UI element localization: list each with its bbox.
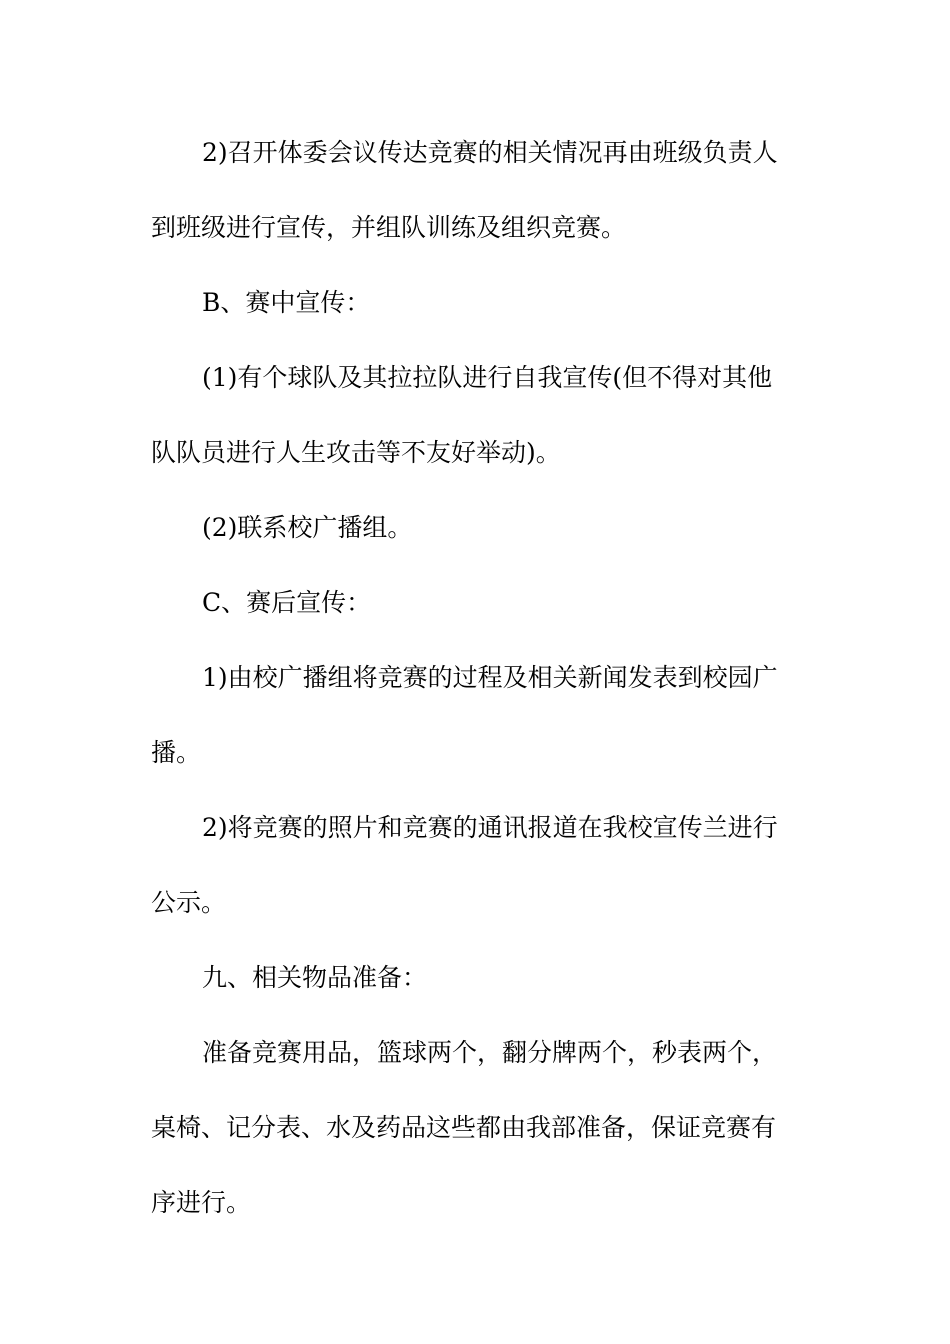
text-line: 序进行。 <box>151 1188 252 1217</box>
text-line: 队队员进行人生攻击等不友好举动)。 <box>151 438 561 467</box>
text-line: 2)召开体委会议传达竞赛的相关情况再由班级负责人 <box>202 138 778 167</box>
text-line: 播。 <box>151 738 202 767</box>
document-body <box>151 122 791 1247</box>
text-line: 公示。 <box>151 888 227 917</box>
text-line: 1)由校广播组将竞赛的过程及相关新闻发表到校园广 <box>202 663 778 692</box>
text-line: 2)将竞赛的照片和竞赛的通讯报道在我校宣传兰进行 <box>202 813 778 842</box>
text-line: 准备竞赛用品，篮球两个，翻分牌两个，秒表两个， <box>202 1038 778 1067</box>
text-line: (1)有个球队及其拉拉队进行自我宣传(但不得对其他 <box>202 363 773 392</box>
text-line: (2)联系校广播组。 <box>202 513 413 542</box>
section-heading: 九、相关物品准备： <box>202 963 428 992</box>
section-heading: C、赛后宣传： <box>202 588 372 617</box>
text-line: 桌椅、记分表、水及药品这些都由我部准备，保证竞赛有 <box>151 1113 777 1142</box>
section-heading: B、赛中宣传： <box>202 288 371 317</box>
text-line: 到班级进行宣传，并组队训练及组织竞赛。 <box>151 213 627 242</box>
